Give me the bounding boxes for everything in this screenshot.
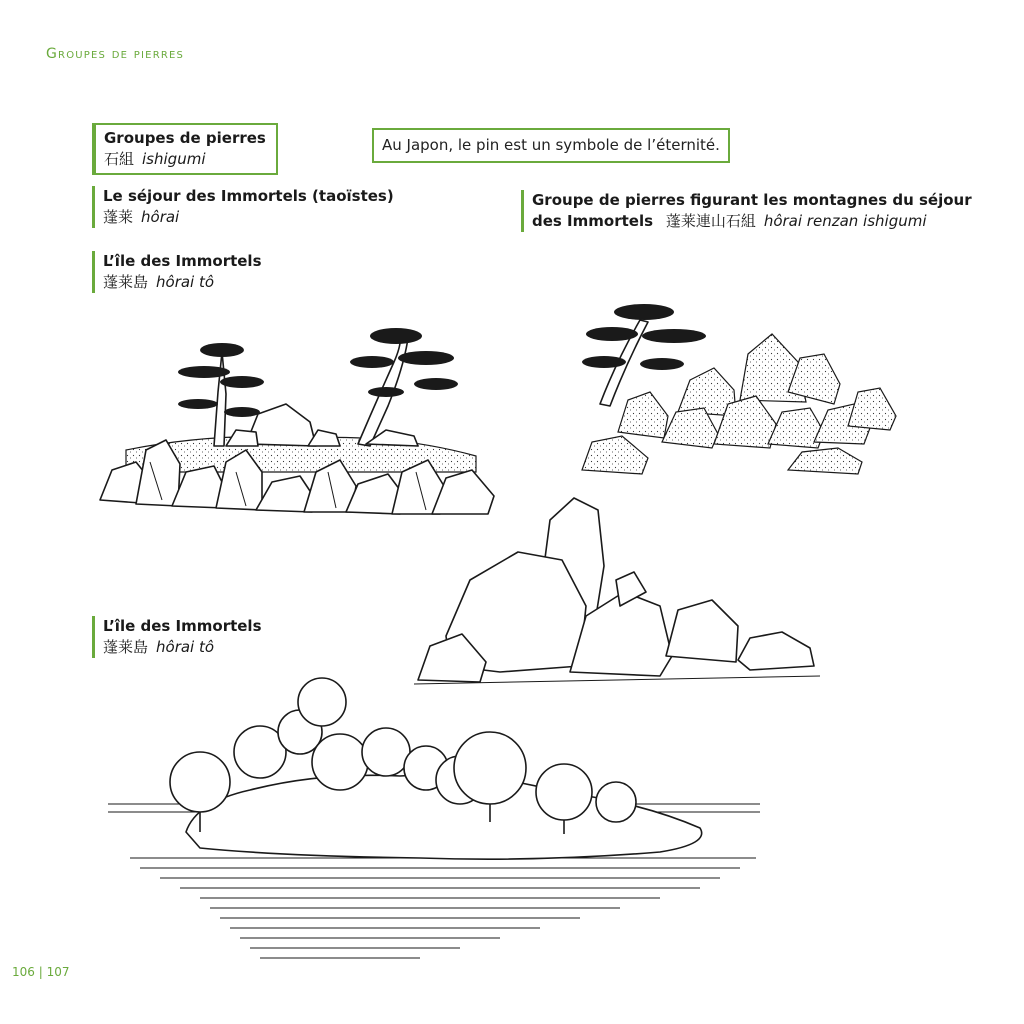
- label-horai-romaji: hôrai: [141, 208, 180, 226]
- illustration-horai-renzan-rocks: [578, 292, 900, 476]
- label-horai-to-bottom-romaji: hôrai tô: [156, 638, 215, 656]
- label-renzan-title-line2: des Immortels: [532, 212, 654, 230]
- standing-rocks: [418, 498, 814, 682]
- page-folio: 106 | 107: [12, 965, 70, 979]
- label-ishigumi: [92, 123, 278, 175]
- label-horai-to-bottom: [92, 616, 262, 658]
- illustration-horai-island-trees: [100, 672, 764, 968]
- label-ishigumi-kanji: 石組: [104, 150, 135, 168]
- label-horai-to-bottom-title: L’île des Immortels: [103, 617, 262, 635]
- label-horai-title: Le séjour des Immortels (taoïstes): [103, 187, 394, 205]
- label-renzan-title-line1: Groupe de pierres figurant les montagnes du séjour: [532, 191, 972, 209]
- label-horai-to-top-title: L’île des Immortels: [103, 252, 262, 270]
- running-head: Groupes de pierres: [46, 46, 185, 62]
- label-horai-to-top-kanji: 蓬莱島: [103, 273, 149, 291]
- label-ishigumi-romaji: ishigumi: [142, 150, 206, 168]
- label-horai: [92, 186, 394, 228]
- label-ishigumi-title: Groupes de pierres: [104, 129, 266, 147]
- label-horai-to-top-romaji: hôrai tô: [156, 273, 215, 291]
- label-renzan-romaji: hôrai renzan ishigumi: [763, 212, 927, 230]
- illustration-horai-island-pines: [96, 322, 500, 518]
- pine-tree-right: [350, 328, 458, 446]
- label-horai-to-bottom-kanji: 蓬莱島: [103, 638, 149, 656]
- pine-note: Au Japon, le pin est un symbole de l’éternité.: [372, 128, 730, 163]
- label-horai-to-top: [92, 251, 262, 293]
- label-horai-kanji: 蓬莱: [103, 208, 134, 226]
- illustration-standing-rocks: [410, 496, 824, 692]
- label-renzan: [521, 190, 972, 232]
- label-renzan-kanji: 蓬莱連山石組: [665, 212, 756, 230]
